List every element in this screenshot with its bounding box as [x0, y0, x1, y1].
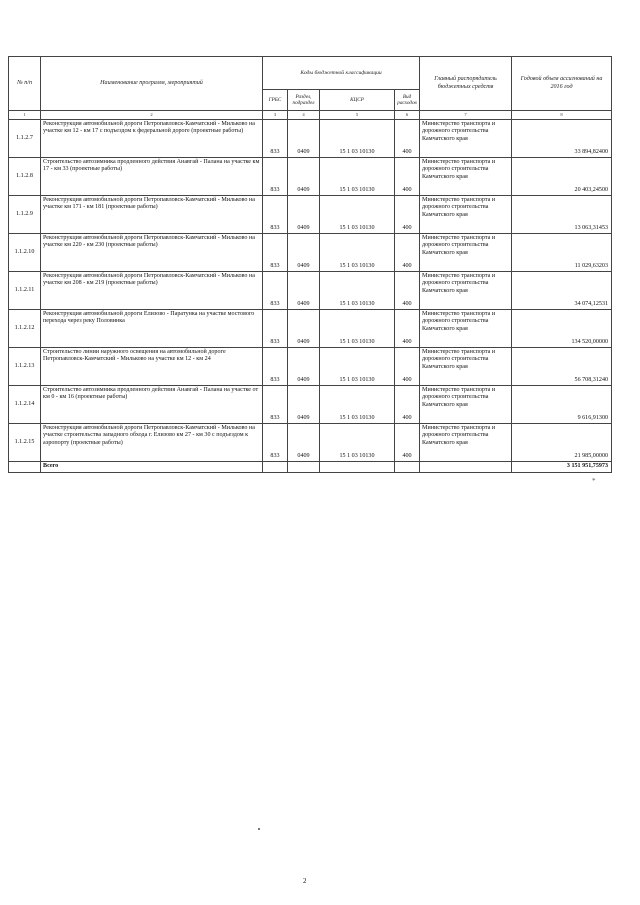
row-org: Министерство транспорта и дорожного строительства Камчатского края — [420, 234, 512, 272]
row-amount: 134 520,00000 — [512, 310, 612, 348]
row-grbs: 833 — [263, 386, 288, 424]
row-org: Министерство транспорта и дорожного строительства Камчатского края — [420, 348, 512, 386]
header-rzpr: Раздел, подраздел — [288, 90, 320, 111]
margin-tick: * — [592, 477, 596, 485]
row-rzpr: 0409 — [288, 196, 320, 234]
row-name: Реконструкция автомобильной дороги Петропавловск-Камчатский - Мильково на участке строительства западного обхода г. Елизово км 27 - км 30 с подъездом к аэропорту (проектные работы) — [41, 424, 263, 462]
total-empty-cell — [263, 462, 288, 473]
row-vr: 400 — [395, 424, 420, 462]
header-name: Наименование программ, мероприятий — [41, 57, 263, 111]
row-amount: 56 708,31240 — [512, 348, 612, 386]
row-number: 1.1.2.10 — [9, 234, 41, 272]
row-org: Министерство транспорта и дорожного строительства Камчатского края — [420, 196, 512, 234]
row-grbs: 833 — [263, 348, 288, 386]
table-row — [9, 386, 612, 424]
total-empty-cell — [9, 462, 41, 473]
row-number: 1.1.2.7 — [9, 120, 41, 158]
row-vr: 400 — [395, 234, 420, 272]
row-vr: 400 — [395, 196, 420, 234]
row-csr: 15 1 03 10130 — [320, 272, 395, 310]
total-label: Всего — [41, 462, 263, 473]
row-rzpr: 0409 — [288, 158, 320, 196]
row-name: Реконструкция автомобильной дороги Петропавловск-Камчатский - Мильково на участке км 220 - км 230 (проектные работы) — [41, 234, 263, 272]
row-name: Строительство автозимника продленного действия Анавгай - Палана на участке от км 0 - км 16 (проектные работы) — [41, 386, 263, 424]
total-empty-cell — [420, 462, 512, 473]
column-number-row — [9, 111, 612, 120]
row-org: Министерство транспорта и дорожного строительства Камчатского края — [420, 310, 512, 348]
row-grbs: 833 — [263, 196, 288, 234]
header-vr: Вид расходов — [395, 90, 420, 111]
row-vr: 400 — [395, 158, 420, 196]
column-number: 7 — [420, 111, 512, 120]
row-amount: 9 616,91300 — [512, 386, 612, 424]
table-row — [9, 158, 612, 196]
column-number: 8 — [512, 111, 612, 120]
row-number: 1.1.2.8 — [9, 158, 41, 196]
header-org: Главный распорядитель бюджетных средств — [420, 57, 512, 111]
total-row — [9, 462, 612, 473]
page-number: 2 — [303, 877, 307, 885]
row-rzpr: 0409 — [288, 386, 320, 424]
header-csr: КЦСР — [320, 90, 395, 111]
row-name: Строительство линии наружного освещения на автомобильной дороге Петропавловск-Камчатский - Мильково на участке км 12 - км 24 — [41, 348, 263, 386]
column-number: 4 — [288, 111, 320, 120]
row-vr: 400 — [395, 348, 420, 386]
row-amount: 33 894,82400 — [512, 120, 612, 158]
row-csr: 15 1 03 10130 — [320, 424, 395, 462]
budget-table — [8, 56, 612, 473]
row-rzpr: 0409 — [288, 310, 320, 348]
table-row — [9, 310, 612, 348]
row-amount: 13 063,31453 — [512, 196, 612, 234]
header-codes-group: Коды бюджетной классификации — [263, 57, 420, 90]
row-number: 1.1.2.13 — [9, 348, 41, 386]
row-csr: 15 1 03 10130 — [320, 386, 395, 424]
row-csr: 15 1 03 10130 — [320, 348, 395, 386]
row-csr: 15 1 03 10130 — [320, 234, 395, 272]
row-rzpr: 0409 — [288, 234, 320, 272]
row-rzpr: 0409 — [288, 348, 320, 386]
row-name: Строительство автозимника продленного действия Анавгай - Палана на участке км 17 - км 33 (проектные работы) — [41, 158, 263, 196]
row-csr: 15 1 03 10130 — [320, 310, 395, 348]
row-number: 1.1.2.14 — [9, 386, 41, 424]
header-amount: Годовой объем ассигнований на 2016 год — [512, 57, 612, 111]
row-amount: 20 403,24500 — [512, 158, 612, 196]
header-grbs: ГРБС — [263, 90, 288, 111]
row-vr: 400 — [395, 272, 420, 310]
row-grbs: 833 — [263, 120, 288, 158]
row-grbs: 833 — [263, 310, 288, 348]
row-number: 1.1.2.9 — [9, 196, 41, 234]
scan-speck — [258, 828, 260, 830]
row-amount: 21 985,00000 — [512, 424, 612, 462]
table-row — [9, 348, 612, 386]
row-csr: 15 1 03 10130 — [320, 158, 395, 196]
column-number: 3 — [263, 111, 288, 120]
total-amount: 3 151 951,75973 — [512, 462, 612, 473]
row-grbs: 833 — [263, 272, 288, 310]
row-csr: 15 1 03 10130 — [320, 196, 395, 234]
column-number: 2 — [41, 111, 263, 120]
row-number: 1.1.2.15 — [9, 424, 41, 462]
row-name: Реконструкция автомобильной дороги Петропавловск-Камчатский - Мильково на участке км 208 - км 219 (проектные работы) — [41, 272, 263, 310]
row-csr: 15 1 03 10130 — [320, 120, 395, 158]
row-vr: 400 — [395, 386, 420, 424]
column-number: 5 — [320, 111, 395, 120]
row-amount: 34 074,12531 — [512, 272, 612, 310]
row-name: Реконструкция автомобильной дороги Петропавловск-Камчатский - Мильково на участке км 12 - км 17 с подъездом к федеральной дороге (проектные работы) — [41, 120, 263, 158]
table-row — [9, 120, 612, 158]
table-row — [9, 234, 612, 272]
total-empty-cell — [395, 462, 420, 473]
row-org: Министерство транспорта и дорожного строительства Камчатского края — [420, 424, 512, 462]
row-org: Министерство транспорта и дорожного строительства Камчатского края — [420, 386, 512, 424]
total-empty-cell — [320, 462, 395, 473]
row-rzpr: 0409 — [288, 120, 320, 158]
row-org: Министерство транспорта и дорожного строительства Камчатского края — [420, 120, 512, 158]
table-row — [9, 196, 612, 234]
table-row — [9, 272, 612, 310]
row-grbs: 833 — [263, 234, 288, 272]
row-vr: 400 — [395, 120, 420, 158]
row-rzpr: 0409 — [288, 272, 320, 310]
row-number: 1.1.2.11 — [9, 272, 41, 310]
column-number: 1 — [9, 111, 41, 120]
row-amount: 11 029,63203 — [512, 234, 612, 272]
row-grbs: 833 — [263, 424, 288, 462]
row-name: Реконструкция автомобильной дороги Елизово - Паратунка на участке мостового перехода через реку Половинка — [41, 310, 263, 348]
row-org: Министерство транспорта и дорожного строительства Камчатского края — [420, 158, 512, 196]
row-number: 1.1.2.12 — [9, 310, 41, 348]
column-number: 6 — [395, 111, 420, 120]
header-num: № п/п — [9, 57, 41, 111]
row-vr: 400 — [395, 310, 420, 348]
total-empty-cell — [288, 462, 320, 473]
row-rzpr: 0409 — [288, 424, 320, 462]
row-name: Реконструкция автомобильной дороги Петропавловск-Камчатский - Мильково на участке км 171 - км 181 (проектные работы) — [41, 196, 263, 234]
row-grbs: 833 — [263, 158, 288, 196]
table-row — [9, 424, 612, 462]
row-org: Министерство транспорта и дорожного строительства Камчатского края — [420, 272, 512, 310]
